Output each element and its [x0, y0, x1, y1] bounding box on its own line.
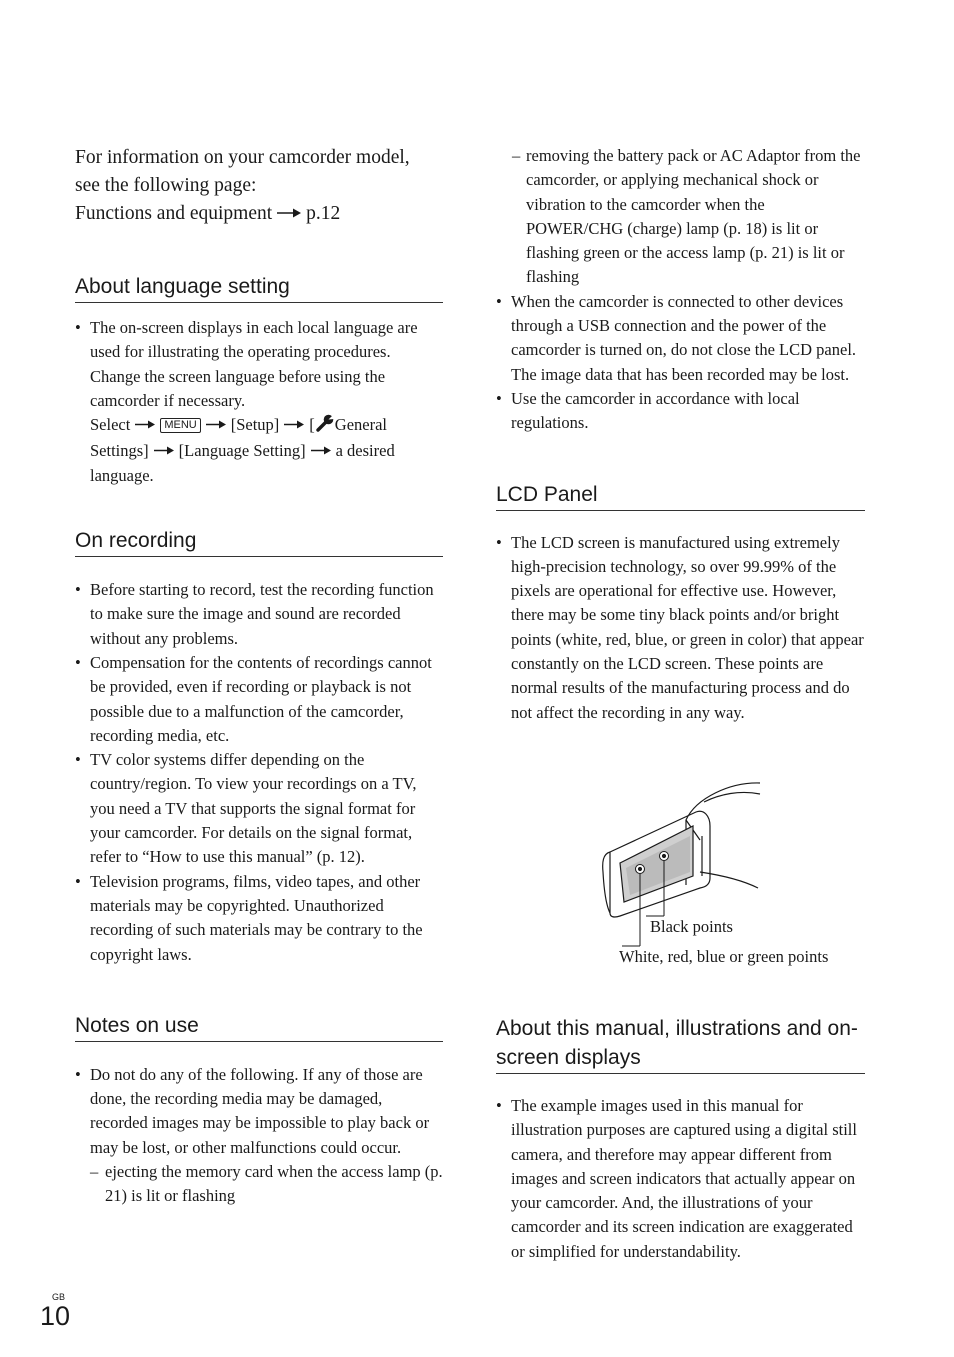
right-arrow-icon — [310, 439, 332, 463]
lcd-list — [496, 531, 865, 725]
page-number-value: 10 — [40, 1301, 71, 1331]
wrench-icon — [315, 414, 335, 439]
list-item: – ejecting the memory card when the access lamp (p. 21) is lit or flashing — [75, 1160, 443, 1209]
color-points-caption: White, red, blue or green points — [619, 947, 829, 966]
menu-key-icon: MENU — [160, 418, 200, 433]
list-item: • The example images used in this manual for illustration purposes are captured using a digital still camera, and therefore may appear different from images and screen indicators that actually appear on your camcorder. And, the illustrations of your camcorder and its screen indication are exaggerated or simplified for understandability. — [496, 1094, 865, 1264]
right-arrow-icon — [134, 413, 156, 437]
language-bullet-text: The on-screen displays in each local language are used for illustrating the operating procedures. Change the screen language before using the camcorder if necessary. — [90, 318, 418, 410]
list-item: • TV color systems differ depending on the country/region. To view your recordings on a TV, you need a TV that supports the signal format for your camcorder. For details on the signal format, refer to “How to use this manual” (p. 12). — [75, 748, 443, 869]
lcd-heading: LCD Panel — [496, 480, 865, 511]
notes-list — [75, 1063, 443, 1160]
right-arrow-icon — [283, 413, 305, 437]
list-item: • The LCD screen is manufactured using extremely high-precision technology, so over 99.99% of the pixels are operational for effective use. However, there may be some tiny black points and/or bright points (white, red, blue, or green in color) that appear constantly on the LCD screen. These points are normal results of the manufacturing process and do not affect the recording in any way. — [496, 531, 865, 725]
manual-heading: About this manual, illustrations and on-screen displays — [496, 1014, 865, 1074]
language-heading: About language setting — [75, 272, 443, 303]
notes-dash-list — [75, 1160, 443, 1209]
notes-dash-list-continued — [496, 144, 865, 290]
path-select: Select — [90, 415, 131, 435]
manual-list — [496, 1094, 865, 1264]
intro-line-2: see the following page: — [75, 175, 257, 196]
path-language-setting: [Language Setting] — [178, 441, 306, 461]
list-item: • Compensation for the contents of recordings cannot be provided, even if recording or playback is not possible due to a malfunction of the camcorder, recording media, etc. — [75, 651, 443, 748]
intro-block — [75, 144, 443, 228]
path-desired-language: a desired language. — [90, 441, 395, 485]
intro-page-ref: p.12 — [306, 203, 341, 224]
notes-heading: Notes on use — [75, 1011, 443, 1042]
notes-bullet-text: Do not do any of the following. If any of those are done, the recording media may be damaged, recorded images may be impossible to play back or may be lost, or other malfunctions could occur. — [90, 1064, 430, 1157]
path-setup: [Setup] — [230, 415, 280, 435]
list-item: • Television programs, films, video tapes, and other materials may be copyrighted. Unauthorized recording of such materials may be contrary to the copyright laws. — [75, 870, 443, 967]
notes-list-continued — [496, 290, 865, 436]
right-arrow-icon — [276, 200, 302, 228]
right-arrow-icon — [153, 439, 175, 463]
region-code: GB — [52, 1292, 66, 1302]
intro-line-3 — [75, 200, 443, 228]
page-number — [40, 1292, 70, 1330]
manual-section — [496, 1014, 865, 1264]
recording-list — [75, 578, 443, 967]
black-points-caption: Black points — [650, 917, 733, 936]
path-bracket: [ — [309, 415, 315, 435]
intro-line-1: For information on your camcorder model, — [75, 147, 410, 168]
right-arrow-icon — [205, 413, 227, 437]
list-item: • Before starting to record, test the recording function to make sure the image and sound are recorded without any problems. — [75, 578, 443, 651]
list-item: • Use the camcorder in accordance with local regulations. — [496, 387, 865, 436]
intro-functions-text: Functions and equipment — [75, 203, 273, 224]
left-column — [75, 144, 443, 1209]
list-item: • When the camcorder is connected to other devices through a USB connection and the power of the camcorder is turned on, do not close the LCD panel. The image data that has been recorded may be lost. — [496, 290, 865, 387]
list-item — [75, 1063, 443, 1160]
language-list — [75, 316, 443, 488]
recording-heading: On recording — [75, 526, 443, 557]
list-item: – removing the battery pack or AC Adaptor from the camcorder, or applying mechanical shock or vibration to the camcorder when the POWER/CHG (charge) lamp (p. 18) is lit or flashing green or the access lamp (p. 21) is lit or flashing — [496, 144, 865, 290]
right-column — [496, 144, 865, 725]
list-item — [75, 316, 443, 488]
path-general-settings: General Settings] — [90, 415, 388, 461]
